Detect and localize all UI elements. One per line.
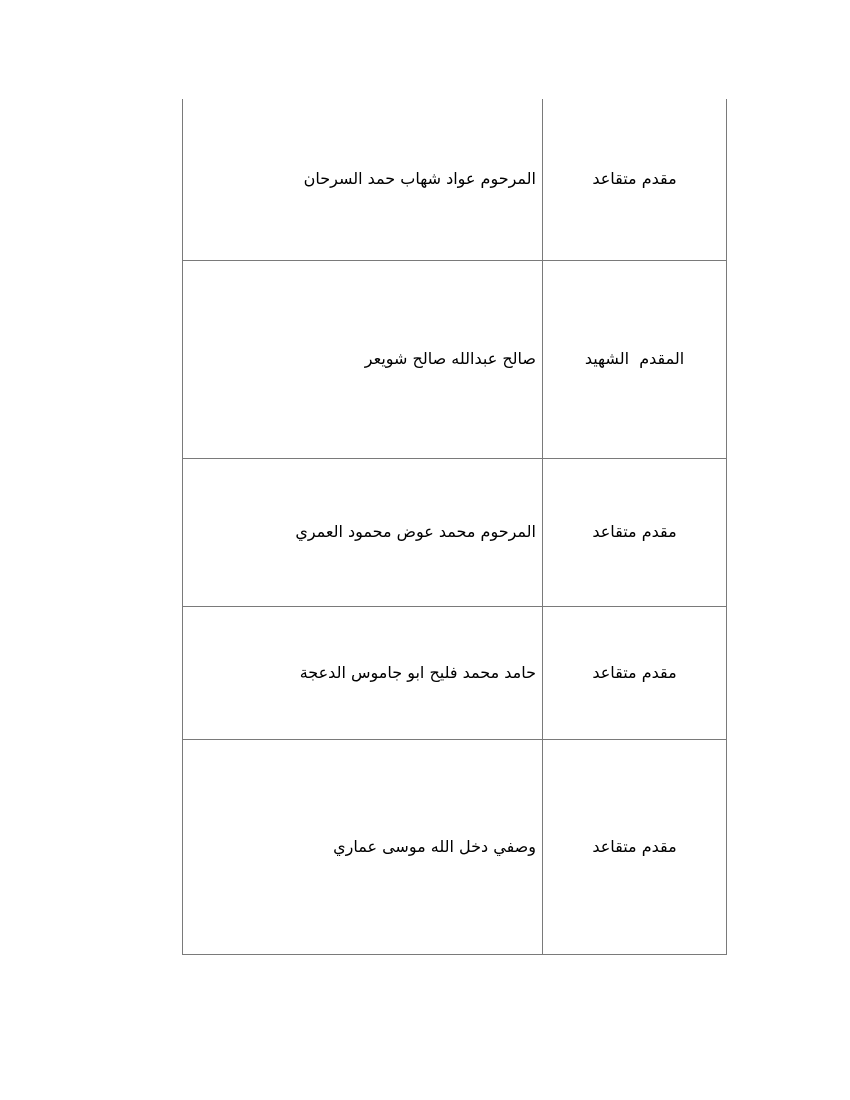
name-text: صالح عبدالله صالح شويعر (364, 349, 536, 368)
name-cell (183, 260, 543, 458)
table-row (183, 99, 727, 260)
rank-text: المقدم الشهيد (584, 349, 685, 368)
table-row (183, 260, 727, 458)
table-row (183, 606, 727, 739)
name-cell (183, 739, 543, 954)
rank-cell (543, 99, 727, 260)
table-row (183, 458, 727, 606)
personnel-table (182, 99, 727, 955)
name-cell (183, 99, 543, 260)
rank-text: مقدم متقاعد (592, 169, 677, 189)
rank-cell (543, 458, 727, 606)
rank-cell (543, 606, 727, 739)
name-cell (183, 458, 543, 606)
table-row (183, 739, 727, 954)
name-text: المرحوم عواد شهاب حمد السرحان (303, 169, 536, 189)
rank-cell (543, 260, 727, 458)
name-text: المرحوم محمد عوض محمود العمري (295, 522, 536, 541)
name-cell (183, 606, 543, 739)
rank-text: مقدم متقاعد (592, 522, 677, 541)
name-text: وصفي دخل الله موسى عماري (333, 836, 536, 856)
rank-text: مقدم متقاعد (592, 836, 677, 856)
rank-cell (543, 739, 727, 954)
name-text: حامد محمد فليح ابو جاموس الدعجة (299, 662, 536, 682)
rank-text: مقدم متقاعد (592, 662, 677, 682)
